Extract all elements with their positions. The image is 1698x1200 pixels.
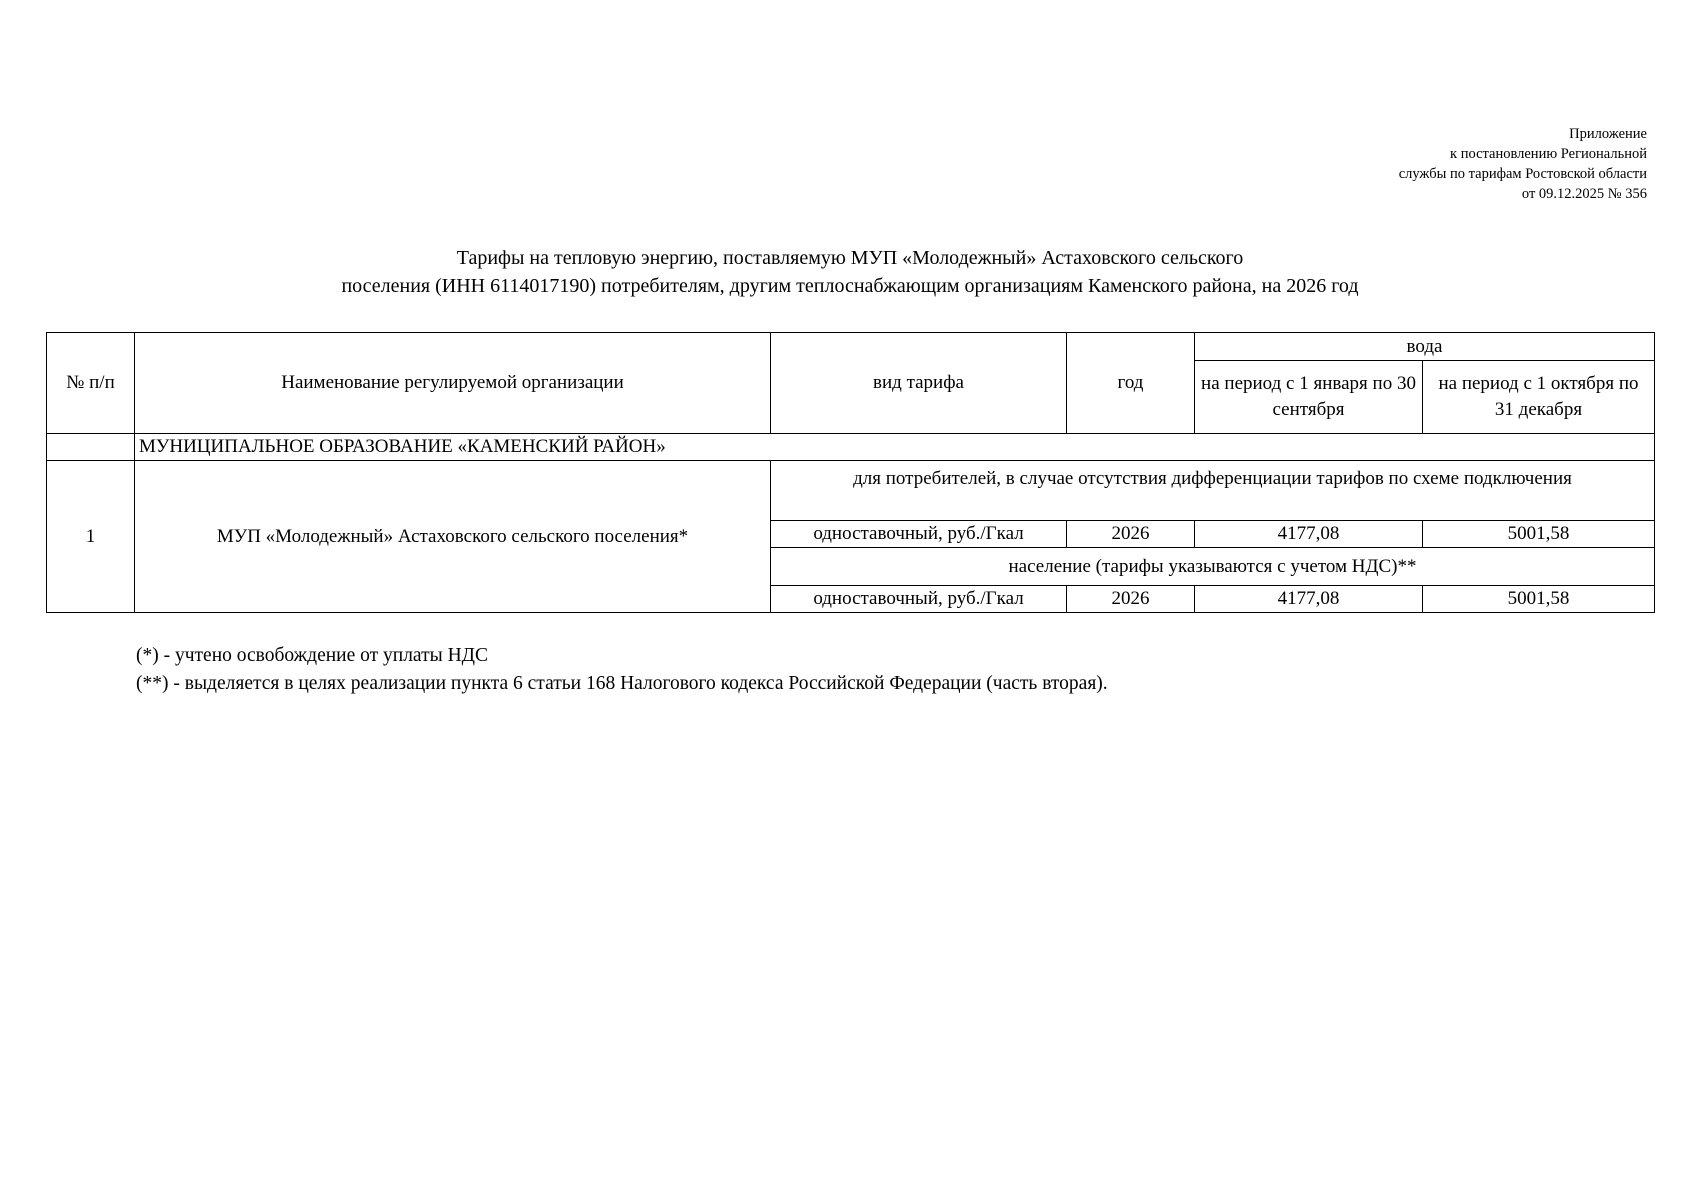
header-organization: Наименование регулируемой организации (135, 333, 771, 434)
table-row (47, 461, 1655, 521)
population-period-1-value: 4177,08 (1195, 586, 1423, 613)
section-title: МУНИЦИПАЛЬНОЕ ОБРАЗОВАНИЕ «КАМЕНСКИЙ РАЙОН» (135, 434, 1655, 461)
population-period-2-value: 5001,58 (1423, 586, 1655, 613)
consumers-tariff-type: одноставочный, руб./Гкал (771, 521, 1067, 548)
consumers-year: 2026 (1067, 521, 1195, 548)
appendix-block (1399, 124, 1647, 204)
footnotes (136, 642, 1108, 698)
footnote-1: (*) - учтено освобождение от уплаты НДС (136, 645, 488, 666)
population-tariff-type: одноставочный, руб./Гкал (771, 586, 1067, 613)
header-period-1: на период с 1 января по 30 сентября (1195, 361, 1423, 434)
appendix-line-2: к постановлению Региональной (1450, 146, 1647, 162)
section-row (47, 434, 1655, 461)
entry-number: 1 (47, 461, 135, 613)
title-line-1: Тарифы на тепловую энергию, поставляемую МУП «Молодежный» Астаховского сельского (456, 247, 1244, 269)
footnote-2: (**) - выделяется в целях реализации пункта 6 статьи 168 Налогового кодекса Российской Федерации (часть вторая). (136, 673, 1108, 694)
header-row-1 (47, 333, 1655, 361)
consumers-period-2-value: 5001,58 (1423, 521, 1655, 548)
tariffs-table (46, 332, 1655, 613)
header-group-water: вода (1195, 333, 1655, 361)
appendix-line-1: Приложение (1569, 126, 1647, 142)
header-year: год (1067, 333, 1195, 434)
title-line-2: поселения (ИНН 6114017190) потребителям, другим теплоснабжающим организациям Каменского района, на 2026 год (341, 275, 1359, 297)
section-number-cell (47, 434, 135, 461)
population-year: 2026 (1067, 586, 1195, 613)
appendix-line-3: службы по тарифам Ростовской области (1398, 166, 1647, 182)
document-title (46, 244, 1654, 300)
header-period-2: на период с 1 октября по 31 декабря (1423, 361, 1655, 434)
header-tariff-type: вид тарифа (771, 333, 1067, 434)
population-label: население (тарифы указываются с учетом НДС)** (771, 548, 1655, 586)
consumers-period-1-value: 4177,08 (1195, 521, 1423, 548)
appendix-line-4: от 09.12.2025 № 356 (1521, 186, 1647, 202)
entry-organization: МУП «Молодежный» Астаховского сельского поселения* (135, 461, 771, 613)
consumers-label: для потребителей, в случае отсутствия дифференциации тарифов по схеме подключения (771, 461, 1655, 521)
header-number: № п/п (47, 333, 135, 434)
